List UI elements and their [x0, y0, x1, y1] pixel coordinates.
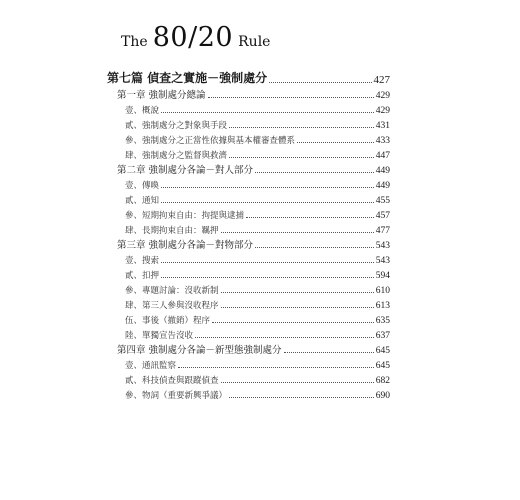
- toc-entry-page-number: 645: [375, 361, 390, 371]
- toc-entry-title: 貳、強制處分之對象與手段: [125, 121, 228, 131]
- toc-section-entry[interactable]: [107, 221, 390, 236]
- toc-entry-page-number: 447: [375, 151, 390, 161]
- toc-entry-title: 參、專題討論：沒收新制: [125, 286, 219, 296]
- toc-entry-title: 參、短期拘束自由：拘提與逮捕: [125, 211, 245, 221]
- dot-leader: [229, 127, 374, 128]
- toc-chapter-entry[interactable]: [107, 161, 390, 176]
- toc-entry-title: 壹、傳喚: [125, 181, 160, 191]
- toc-entry-title: 伍、事後（撤銷）程序: [125, 316, 211, 326]
- toc-entry-page-number: 431: [375, 121, 390, 131]
- dot-leader: [229, 157, 374, 158]
- toc-entry-title: 第二章 強制處分各論－對人部分: [117, 165, 254, 176]
- dot-leader: [161, 187, 374, 188]
- toc-entry-title: 貳、通知: [125, 196, 160, 206]
- dot-leader: [221, 307, 374, 308]
- toc-entry-page-number: 477: [375, 226, 390, 236]
- toc-section-entry[interactable]: [107, 101, 390, 116]
- toc-entry-page-number: 645: [375, 346, 390, 356]
- dot-leader: [297, 142, 374, 143]
- toc-entry-title: 第四章 強制處分各論－新型態強制處分: [117, 345, 282, 356]
- toc-entry-title: 第三章 強制處分各論－對物部分: [117, 240, 254, 251]
- dot-leader: [221, 292, 374, 293]
- toc-section-entry[interactable]: [107, 146, 390, 161]
- toc-entry-page-number: 449: [375, 166, 390, 176]
- toc-section-entry[interactable]: [107, 371, 390, 386]
- toc-section-entry[interactable]: [107, 131, 390, 146]
- toc-section-entry[interactable]: [107, 176, 390, 191]
- brand-rule: Rule: [238, 34, 271, 50]
- toc-entry-title: 肆、長期拘束自由：羈押: [125, 226, 219, 236]
- toc-entry-title: 參、物詞（重要新興爭議）: [125, 391, 228, 401]
- toc-section-entry[interactable]: [107, 116, 390, 131]
- brand-logo: [121, 22, 270, 52]
- toc-entry-page-number: 427: [373, 74, 390, 86]
- dot-leader: [161, 202, 374, 203]
- toc-section-entry[interactable]: [107, 251, 390, 266]
- toc-entry-page-number: 613: [375, 301, 390, 311]
- brand-number: 80/20: [152, 22, 234, 53]
- toc-entry-title: 壹、搜索: [125, 256, 160, 266]
- toc-entry-title: 貳、科技偵查與跟蹤偵查: [125, 376, 219, 386]
- toc-section-entry[interactable]: [107, 191, 390, 206]
- toc-entry-page-number: 433: [375, 136, 390, 146]
- brand-the: The: [121, 34, 148, 50]
- toc-section-entry[interactable]: [107, 386, 390, 401]
- toc-section-entry[interactable]: [107, 296, 390, 311]
- toc-entry-page-number: 449: [375, 181, 390, 191]
- toc-chapter-entry[interactable]: [107, 236, 390, 251]
- dot-leader: [208, 97, 374, 98]
- toc-entry-page-number: 594: [375, 271, 390, 281]
- toc-section-entry[interactable]: [107, 356, 390, 371]
- toc-section-entry[interactable]: [107, 326, 390, 341]
- toc-entry-page-number: 543: [375, 241, 390, 251]
- toc-entry-page-number: 543: [375, 256, 390, 266]
- toc-entry-page-number: 635: [375, 316, 390, 326]
- toc-entry-title: 陸、單獨宣告沒收: [125, 331, 194, 341]
- toc-section-entry[interactable]: [107, 266, 390, 281]
- toc-entry-page-number: 610: [375, 286, 390, 296]
- toc-entry-title: 壹、概說: [125, 106, 160, 116]
- dot-leader: [255, 172, 374, 173]
- dot-leader: [269, 82, 371, 83]
- table-of-contents: [107, 66, 390, 401]
- toc-entry-title: 肆、第三人參與沒收程序: [125, 301, 219, 311]
- dot-leader: [178, 367, 374, 368]
- toc-chapter-entry[interactable]: [107, 86, 390, 101]
- toc-entry-page-number: 637: [375, 331, 390, 341]
- toc-entry-title: 貳、扣押: [125, 271, 160, 281]
- toc-section-entry[interactable]: [107, 311, 390, 326]
- toc-section-entry[interactable]: [107, 281, 390, 296]
- dot-leader: [229, 397, 374, 398]
- toc-entry-page-number: 429: [375, 91, 390, 101]
- toc-entry-title: 肆、強制處分之監督與救濟: [125, 151, 228, 161]
- toc-entry-page-number: 457: [375, 211, 390, 221]
- toc-entry-title: 第七篇 偵查之實施－強制處分: [107, 71, 268, 85]
- toc-chapter-entry[interactable]: [107, 341, 390, 356]
- toc-entry-page-number: 429: [375, 106, 390, 116]
- dot-leader: [161, 262, 374, 263]
- toc-entry-title: 第一章 強制處分總論: [117, 90, 206, 101]
- toc-entry-page-number: 455: [375, 196, 390, 206]
- dot-leader: [284, 352, 374, 353]
- dot-leader: [161, 112, 374, 113]
- toc-section-entry[interactable]: [107, 206, 390, 221]
- dot-leader: [255, 247, 374, 248]
- dot-leader: [221, 232, 374, 233]
- toc-part-entry[interactable]: [107, 66, 390, 86]
- dot-leader: [195, 337, 374, 338]
- dot-leader: [212, 322, 374, 323]
- toc-entry-title: 參、強制處分之正當性依據與基本權審查體系: [125, 136, 296, 146]
- dot-leader: [246, 217, 374, 218]
- toc-entry-page-number: 682: [375, 376, 390, 386]
- toc-entry-page-number: 690: [375, 391, 390, 401]
- dot-leader: [161, 277, 374, 278]
- dot-leader: [221, 382, 374, 383]
- toc-entry-title: 壹、通訊監察: [125, 361, 177, 371]
